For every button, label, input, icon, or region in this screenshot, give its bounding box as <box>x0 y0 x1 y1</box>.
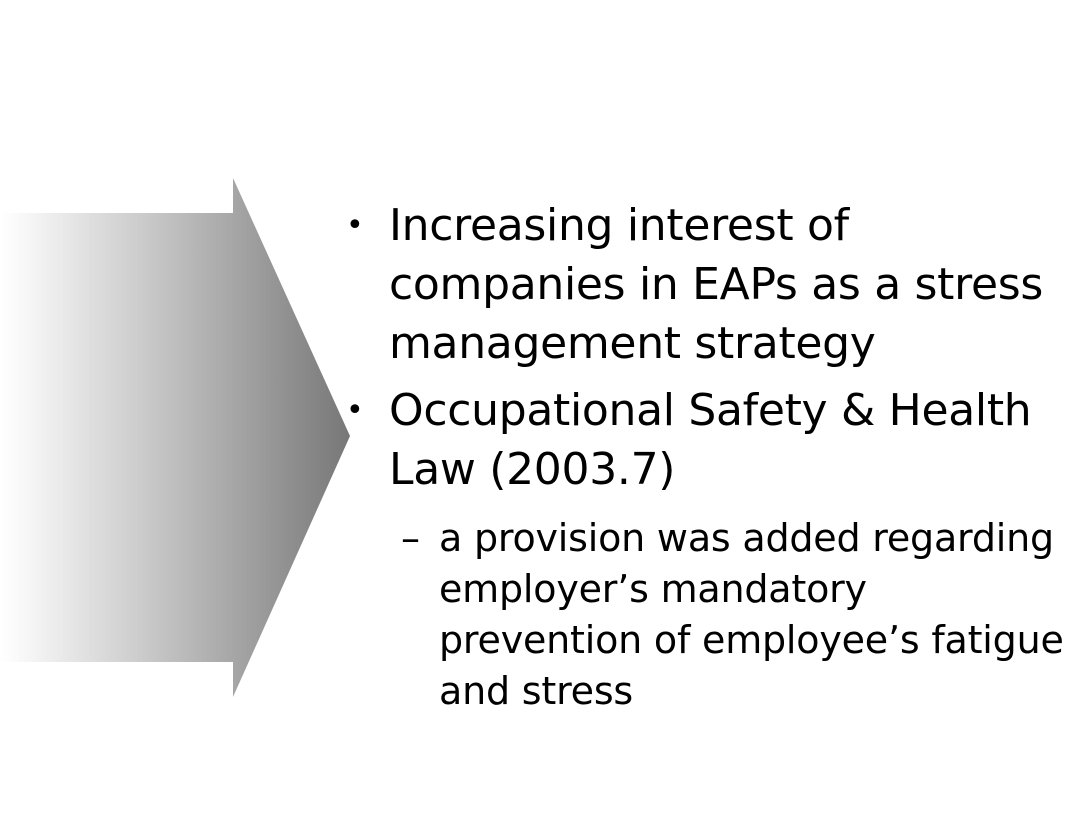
bullet-item <box>342 196 1072 373</box>
bullet-marker: • <box>346 393 364 428</box>
bullet-marker: • <box>346 208 364 243</box>
bullet-text: Increasing interest of companies in EAPs as a stress management strategy <box>389 200 1043 369</box>
bullet-item <box>342 381 1072 499</box>
sub-bullet-list <box>342 513 1072 717</box>
bullet-text: Occupational Safety & Health Law (2003.7) <box>389 385 1032 495</box>
sub-bullet-text: a provision was added regarding employer’s mandatory prevention of employee’s fatigue and stress <box>439 516 1064 713</box>
sub-bullet-item <box>342 513 1072 717</box>
arrow-polygon <box>0 178 350 697</box>
slide-content <box>342 196 1072 717</box>
sub-bullet-marker: – <box>401 516 420 560</box>
